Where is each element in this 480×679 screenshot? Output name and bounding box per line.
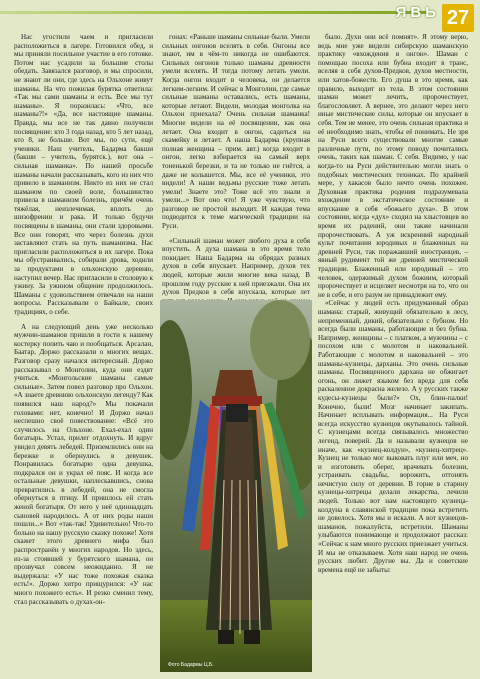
paragraph: «Сильный шаман может любого духа в себя впустить. А духа шамана в это время тело покидает. Наша Бадарма на обрядах разных духов в себя впускает. Например, духов тех людей, которые жили многие века назад. В прошлом году русские к ней приезжали. Она их духов Предков в себя впускала, которые лет (162, 236, 310, 297)
paragraph: «Сейчас у людей есть придуманный образ шамана: старый, живущий обязательно в лесу, непременный, дикий, обязательно с бубном. Но всегда были шаманы, работающие и без бубна. Например, женщины – с платком, а мужчины – с посохом или с молотом и наковальней. Работающие с молотом и наковальней – это шаманы-кузнецы, дарханы. Это очень сильные шаманы. Посвященного дархана не обжигает огонь, он лижет языком без вреда для себя раскаленное докрасна железо. А у русских также кудесы-кузнецы были?» Ох, блин-палки! Конечно, были! Мозг начинает закипать. Начинает всплывать информация... На Руси всегда искусство кузнецов окутывалось тайной. С кузнецами всегда связывалось множество легенд, поверий. Да и называли кузнецов не иначе, как «кузнец-колдун», «кузнец-хитрец». Кузнец не только мог выковать плуг или меч, но и изготовить оберег, врачевать болезни, устраивать свадьбы, ворожить, отгонять нечистую силу от деревни. В горне в старину кузнецы-хитрецы делали лекарства, лечили людей. Только вот нам настоящего кузнеца-колдуна в славянской традиции пока встретить не довелось. Хотя мы и искали. А вот кузнецов-шаманов, пожалуйста, встретили. Шаманы улыбаются понимающе и продолжают рассказ: «Сейчас к нам много русских приезжает учиться. И мы не отказываем. Хотя наш народ не очень русских любит. Другие вы. Да и советские времена ещё не забыты: (318, 299, 468, 574)
header-rule (0, 11, 428, 14)
shaman-photo-illustration (160, 300, 312, 672)
paragraph: А на следующий день уже несколько мужчин-шаманов пришли в гости к нашему костерку попить чаю и пообщаться. Арсалан, Баатар, Доржо рассказали о многих вещах. Разговор сразу начался интересный. Доржо рассказывал о Монголии, куда они ездят учиться. «Монгольские шаманы самые сильные». Затем повел разговор про Ольхон. «А знаете древнюю ольхонскую легенду? Как появился наш народ?» Мы покачали головами: нет, конечно! И Доржо начал неспешно своё повествование: «Всё это случилось на Ольхоне. Ехал-ехал один богатырь. Устал, прилег отдохнуть. И вдруг увидел девять лебедей. Приземлились они на бережке и обернулись в девушек. Понравилась богатырю одна девушка, подкрался он и украл её пояс. И когда все остальные девушки, наплескавшись, снова превратились в лебедей, она не смогла обернуться в птицу. И пришлось ей стать женой богатыря. От него у неё одиннадцать сыновей народилось. А от них роды наши пошли...» Вот «так-так! Удивительно! Что-то больно на нашу русскую сказку похоже! Хотя скажет этого древнего мифа был распространён у многих народов. Но здесь, из-за стоявшей у бурятского шамана, он прозвучал совсем неожиданно. Я не выдержала: «У нас тоже похожая сказка есть!». Доржо хитро прищурился: «У нас много похожего есть». И резко сменил тему, стал рассказывать о духах-он- (14, 322, 153, 606)
shaman-photo (160, 300, 312, 672)
section-label: ЯВЬ (395, 4, 440, 21)
page-number: 27 (442, 4, 474, 32)
text-column-1 (14, 33, 153, 669)
paragraph: Нас угостили чаем и пригласили расположиться в лагере. Готовился обед, и мы приняли посильное участие в его готовке. Потом нас усадили за большие столы обедать. Завязался разговор, и мы спросили, не знают ли они, где здесь на Ольхоне живут шаманы. На что пожилая бурятка ответила: «Так мы сами шаманы и есть. Все мы тут шаманы». Я поразилась: «Что, все шаманы?!» «Да, все настоящие шаманы. Правда, мы все не так давно получили посвящение: кто 3 года назад, кто 5 лет назад, кто 8, не больше. Вот мы, по сути, ещё ученики. Наш учитель, Бадарма бакши (бакши – учитель, бурятск.), вот она – сильная шаманка». По нашей просьбе шаманы начали рассказывать, кого из них что привело в шаманизм. Никто из них не стал шаманом по своей воле, большинство привела в шаманизм болезнь, причём очень тяжёлая, неизлечимая, вплоть до шизофрении и рака. И только будучи посвящены в шаманы, они стали здоровыми. Все они говорят, что через болезнь духи заставляют стать на путь шаманизма. Нас пригласили расположиться в их лагере. Пока мы обустраивались, собирали дрова, ходили за продуктами в ольхонскую деревню, наступил вечер. Нас пригласили в столовую к ужину. За ужином общение продолжилось. Шаманы с удовольствием отвечали на наши вопросы. Рассказывали о Байкале, своих традициях, о себе. (14, 33, 153, 316)
paragraph: было. Духи они всё помнят». Я этому верю, ведь мне уже видели сибирскую шаманскую практику «вхождения в онгон». Шаман с помощью посоха или бубна входит в транс, вселяя в себя духов-Предков, духов местности, или хатов-божеств. Его душа в это время, как правило, выходит из тела. В этом состоянии шаман может лечить, пророчествует, благословляет. А вернее, это делают через него иные мистические силы, которые он впускает в себя. Тем не менее, это очень сильная практика и её необходимо знать, чтобы её понимать. Не зря на Руси всего существовали многие самые различные пути, по этому поводу почитались очень, таких как шаман. С себя. Видимо, у нас когда-то на Руси действительно могли знать о подобных мистических техниках. По крайней мере, у хакасов было нечто очень похожее. Духовная практика родения подразумевала вхождение в экстатическое состояние и впускание в себя «божьего духа». В этом состоянии, когда «дух» сходил на хлыстовцев во время их радений, они также начинали пророчествовать. А уж искренний народный культ почитания юродивых и блаженных на древней Руси, так поражавший иностранцев, – явный рудимент той же древней мистической традиции. Блаженный или юродивый – это человек, одержимый духом божиим, который пророчествует и исцеляет несмотря на то, что он не в себе, и его разум не принадлежит ему. (318, 33, 468, 299)
text-column-2 (162, 33, 310, 333)
paragraph: гонах: «Раньше шаманы сильные были. Умели сильных онгонов вселять в себя. Онгоны все знают, им в чём-то никогда не ошибаются. Сильных онгонов только шаманы древности умели вселять. И тогда потому летать умели. Когда онгон входит в человека, он делается легким-легким. И сейчас в Монголии, где самые сильные шаманы оставались, есть шаманы, которые летают. Видели, молодая монголка на Ольхон приехала? Очень сильная шаманка! Многие видели на её посвящении, как она летает. Она входит в онгон, садиться на скамейку и летает. А наша Бадарма (крупная полная женщина – прим. авт.) когда входит в онгон, легко взбирается на самый верх тоненькой березки, и та не только не гнётся, а даже не колышется. Мы, все её ученики, это видели! А наши ведьмы русские тоже летать умели! Знаете это? Тоже всё это знали и умели...» Вот оно что! Я уже чувствую, что разговор не простой выходит. И каждая тема подводится к теме магической традиции на Руси. (162, 33, 310, 231)
text-column-3 (318, 33, 468, 669)
photo-credit: Фото Бадармы Ц.Б. (168, 662, 214, 668)
